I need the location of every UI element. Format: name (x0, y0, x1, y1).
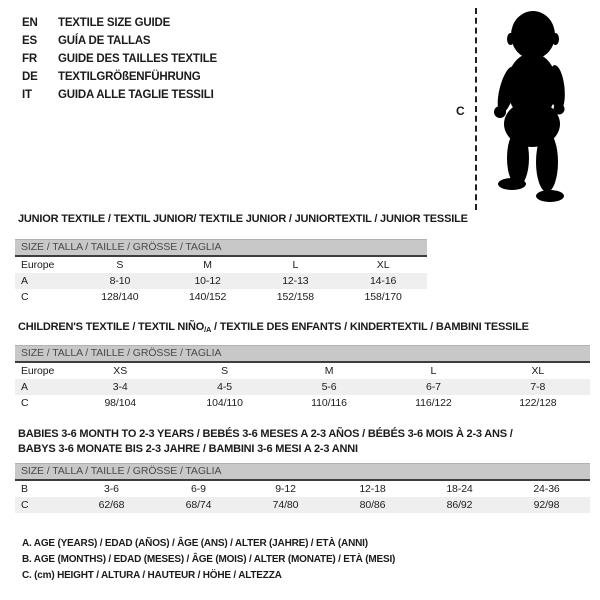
guide-title-es: GUÍA DE TALLAS (58, 35, 151, 47)
table-row (15, 395, 590, 411)
babies-section-title (18, 427, 513, 457)
table-cell: 110/116 (311, 397, 347, 409)
children-title-subscript: /A (204, 325, 212, 334)
table-cell: 74/80 (272, 499, 299, 511)
row-label: Europe (21, 365, 55, 377)
junior-size-table (15, 239, 427, 305)
guide-title-fr: GUIDE DES TAILLES TEXTILE (58, 53, 217, 65)
row-label: C (21, 499, 29, 511)
footnote-legend (22, 536, 395, 584)
language-row-it (22, 86, 217, 104)
footnote-age-years: A. AGE (YEARS) / EDAD (AÑOS) / ÂGE (ANS) / ALTER (JAHRE) / ETÀ (ANNI) (22, 538, 368, 549)
table-cell: 62/68 (98, 499, 125, 511)
table-row (15, 481, 590, 497)
table-cell: S (116, 259, 124, 271)
table-cell: 128/140 (101, 291, 139, 303)
height-measure-label: C (456, 104, 465, 118)
babies-size-table (15, 463, 590, 513)
row-label: B (21, 483, 28, 495)
size-header-bar: SIZE / TALLA / TAILLE / GRÖSSE / TAGLIA (15, 345, 590, 363)
language-row-de (22, 68, 217, 86)
table-cell: M (324, 365, 334, 377)
table-cell: 122/128 (519, 397, 557, 409)
table-cell: 4-5 (217, 381, 233, 393)
children-title-prefix: CHILDREN'S TEXTILE / TEXTIL NIÑO (18, 321, 205, 333)
language-code: FR (22, 53, 37, 65)
language-title-list (22, 14, 217, 104)
table-row (15, 363, 590, 379)
table-cell: 140/152 (188, 291, 227, 303)
table-cell: 68/74 (185, 499, 212, 511)
language-code: EN (22, 17, 38, 29)
guide-title-it: GUIDA ALLE TAGLIE TESSILI (58, 89, 214, 101)
table-row (15, 379, 590, 395)
table-cell: 6-7 (425, 381, 441, 393)
height-measure-line (475, 8, 477, 210)
table-cell: XL (376, 259, 390, 271)
guide-title-de: TEXTILGRÖßENFÜHRUNG (58, 71, 201, 83)
table-cell: M (203, 259, 212, 271)
table-cell: 80/86 (359, 499, 386, 511)
row-label: Europe (21, 259, 55, 271)
language-row-fr (22, 50, 217, 68)
table-cell: 152/158 (276, 291, 314, 303)
baby-silhouette-icon (487, 8, 579, 210)
table-row (15, 257, 427, 273)
table-cell: 5-6 (321, 381, 337, 393)
table-cell: 3-4 (112, 381, 128, 393)
row-label: A (21, 381, 28, 393)
table-cell: 3-6 (104, 483, 119, 495)
table-cell: 98/104 (104, 397, 136, 409)
language-code: ES (22, 35, 37, 47)
table-cell: 6-9 (191, 483, 206, 495)
size-header-bar: SIZE / TALLA / TAILLE / GRÖSSE / TAGLIA (15, 463, 590, 481)
table-cell: 158/170 (364, 291, 402, 303)
table-cell: XL (531, 365, 545, 377)
row-label: C (21, 397, 29, 409)
junior-section-title: JUNIOR TEXTILE / TEXTIL JUNIOR/ TEXTILE JUNIOR / JUNIORTEXTIL / JUNIOR TESSILE (18, 213, 468, 225)
table-cell: L (430, 365, 437, 377)
table-cell: 12-13 (282, 275, 309, 287)
size-header-bar: SIZE / TALLA / TAILLE / GRÖSSE / TAGLIA (15, 239, 427, 257)
children-size-table (15, 345, 590, 411)
children-title-suffix: / TEXTILE DES ENFANTS / KINDERTEXTIL / BAMBINI TESSILE (211, 321, 529, 333)
language-code: DE (22, 71, 38, 83)
table-cell: 24-36 (533, 483, 560, 495)
babies-title-line1: BABIES 3-6 MONTH TO 2-3 YEARS / BEBÉS 3-6 MESES A 2-3 AÑOS / BÉBÉS 3-6 MOIS À 2-3 ANS / (18, 428, 513, 440)
table-cell: 12-18 (359, 483, 386, 495)
table-cell: 104/110 (206, 397, 243, 409)
table-cell: 10-12 (194, 275, 221, 287)
guide-title-en: TEXTILE SIZE GUIDE (58, 17, 171, 29)
table-cell: 116/122 (415, 397, 452, 409)
footnote-age-months: B. AGE (MONTHS) / EDAD (MESES) / ÂGE (MOIS) / ALTER (MONATE) / ETÀ (MESI) (22, 554, 396, 565)
table-cell: L (292, 259, 299, 271)
junior-table-rows (15, 257, 427, 305)
table-row (15, 289, 427, 305)
table-cell: 86/92 (446, 499, 473, 511)
babies-table-rows (15, 481, 590, 513)
table-cell: 7-8 (530, 381, 546, 393)
table-cell: 9-12 (275, 483, 296, 495)
table-cell: 92/98 (533, 499, 560, 511)
table-row (15, 497, 590, 513)
language-row-en (22, 14, 217, 32)
row-label: C (21, 291, 29, 303)
table-cell: 14-16 (369, 275, 397, 287)
children-table-rows (15, 363, 590, 411)
row-label: A (21, 275, 28, 287)
babies-title-line2: BABYS 3-6 MONATE BIS 2-3 JAHRE / BAMBINI 3-6 MESI A 2-3 ANNI (18, 443, 358, 455)
footnote-height-cm: C. (cm) HEIGHT / ALTURA / HAUTEUR / HÖHE / ALTEZZA (22, 570, 282, 581)
table-row (15, 273, 427, 289)
language-code: IT (22, 89, 32, 101)
children-section-title (18, 320, 529, 337)
table-cell: XS (113, 365, 128, 377)
table-cell: 18-24 (446, 483, 473, 495)
table-cell: S (221, 365, 229, 377)
table-cell: 8-10 (109, 275, 131, 287)
language-row-es (22, 32, 217, 50)
